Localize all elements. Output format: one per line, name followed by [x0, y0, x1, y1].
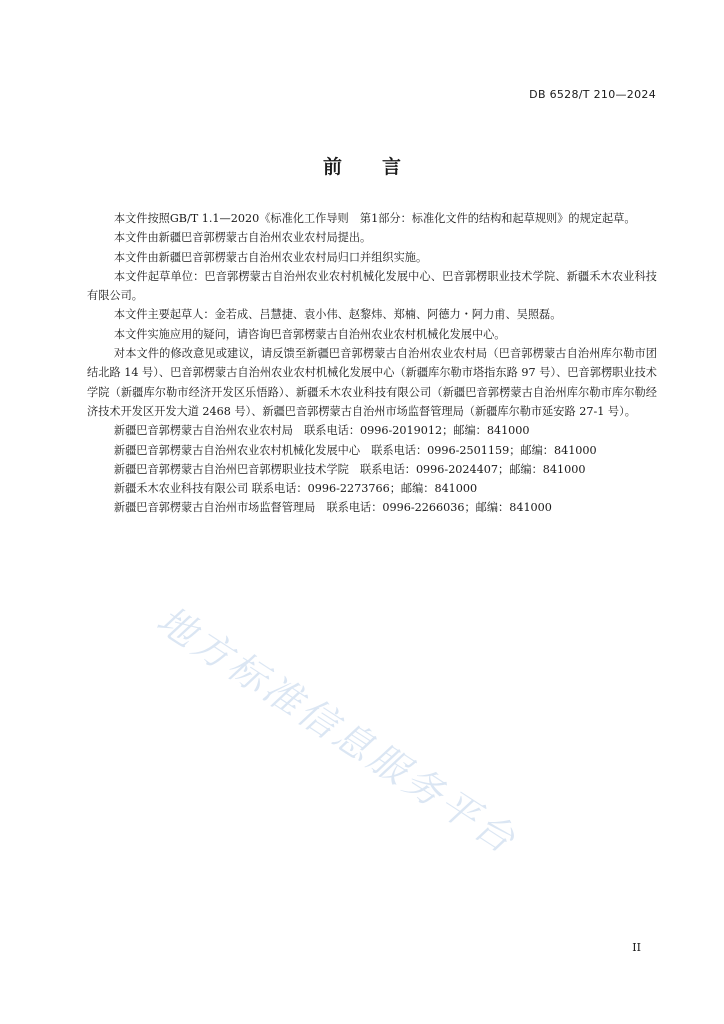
paragraph-feedback: 对本文件的修改意见或建议，请反馈至新疆巴音郭楞蒙古自治州农业农村局（巴音郭楞蒙古自治州库尔勒市团结北路 14 号）、巴音郭楞蒙古自治州农业农村机械化发展中心（新疆库尔勒市塔指东路 97 号）、巴音郭楞职业技术学院（新疆库尔勒市经济开发区乐悟路）、新疆禾木农业科技有限公司（新疆巴音郭楞蒙古自治州库尔勒市库尔勒经济技术开发区开发大道 2468 号）、新疆巴音郭楞蒙古自治州市场监督管理局（新疆库尔勒市延安路 27-1 号）。 — [87, 347, 657, 418]
paragraph-drafting-units: 本文件起草单位：巴音郭楞蒙古自治州农业农村机械化发展中心、巴音郭楞职业技术学院、新疆禾木农业科技有限公司。 — [87, 269, 657, 303]
contact-list — [87, 421, 657, 517]
paragraph-drafting-basis: 本文件按照GB/T 1.1—2020《标准化工作导则 第1部分：标准化文件的结构和起草规则》的规定起草。 — [113, 212, 636, 225]
foreword-body — [87, 209, 657, 518]
document-code: DB 6528/T 210—2024 — [529, 88, 656, 101]
page-title: 前言 — [322, 156, 441, 178]
contact-item: 新疆巴音郭楞蒙古自治州市场监督管理局 联系电话：0996-2266036；邮编：841000 — [113, 501, 552, 515]
paragraph-drafters: 本文件主要起草人：金若成、吕慧捷、袁小伟、赵黎炜、郑楠、阿德力・阿力甫、吴照磊。 — [113, 308, 562, 322]
contact-item: 新疆巴音郭楞蒙古自治州农业农村局 联系电话：0996-2019012；邮编：841000 — [113, 424, 530, 438]
contact-item: 新疆禾木农业科技有限公司 联系电话：0996-2273766；邮编：841000 — [113, 482, 478, 496]
paragraph-proposer: 本文件由新疆巴音郭楞蒙古自治州农业农村局提出。 — [113, 231, 372, 245]
contact-item: 新疆巴音郭楞蒙古自治州巴音郭楞职业技术学院 联系电话：0996-2024407；邮编：841000 — [113, 462, 586, 476]
paragraph-administrator: 本文件由新疆巴音郭楞蒙古自治州农业农村局归口并组织实施。 — [113, 250, 428, 264]
page-number: II — [632, 941, 641, 954]
watermark: 地方标准信息服务平台 — [149, 597, 526, 864]
paragraph-inquiries: 本文件实施应用的疑问，请咨询巴音郭楞蒙古自治州农业农村机械化发展中心。 — [113, 327, 506, 341]
contact-item: 新疆巴音郭楞蒙古自治州农业农村机械化发展中心 联系电话：0996-2501159；邮编：841000 — [113, 443, 597, 457]
